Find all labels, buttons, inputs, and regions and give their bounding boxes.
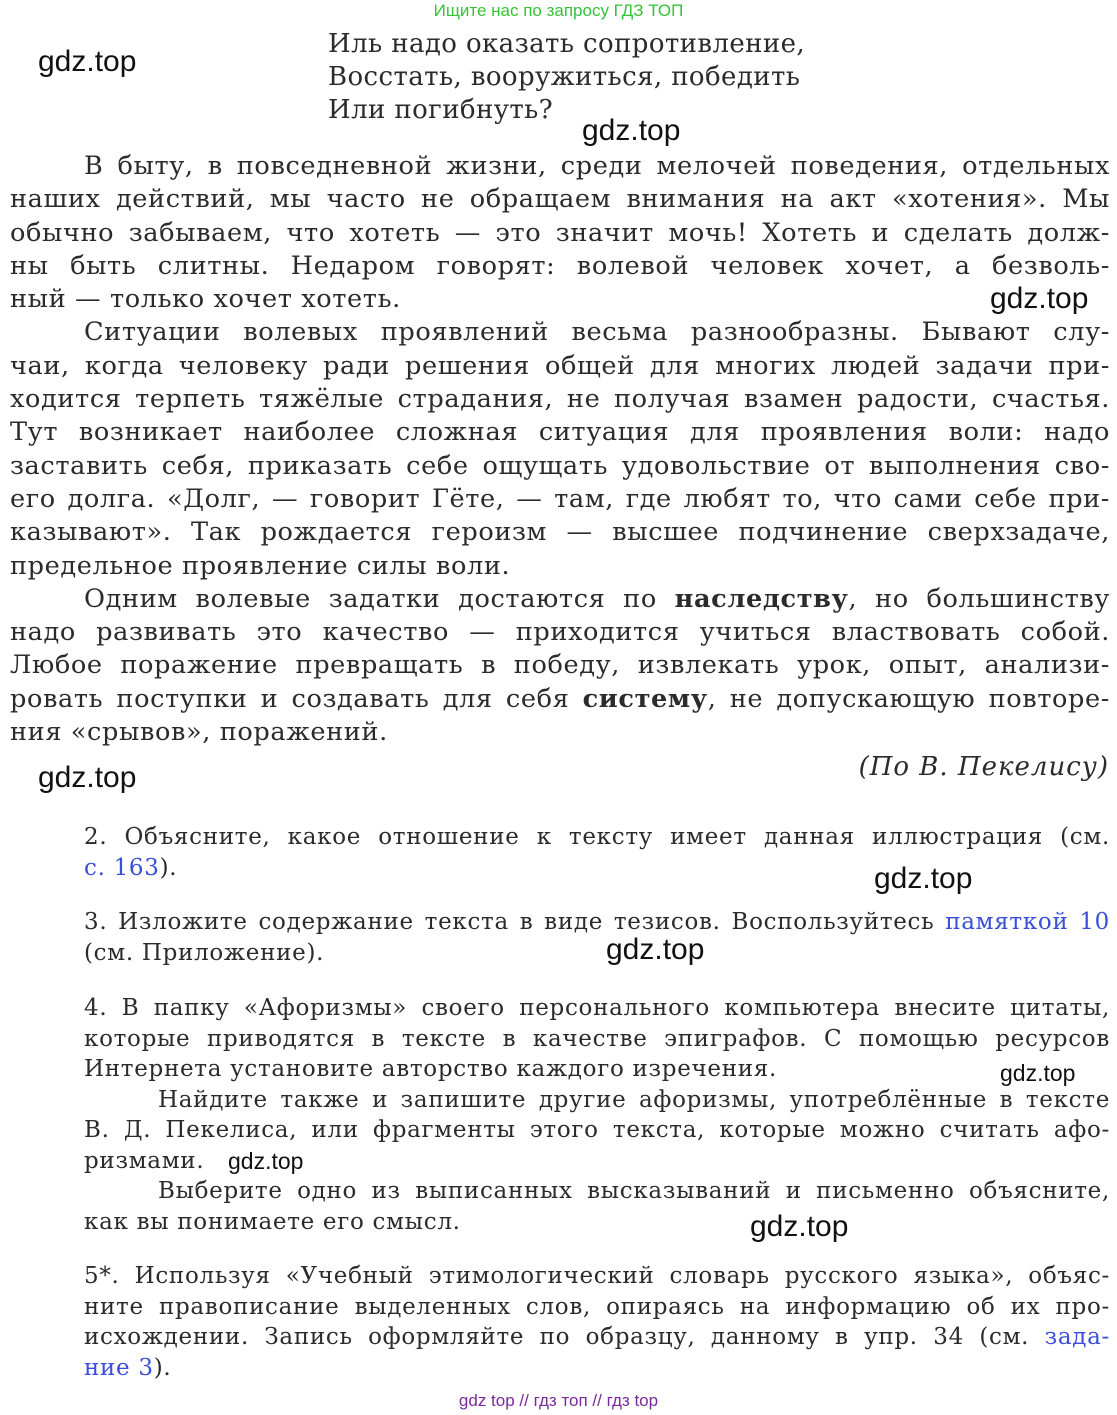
text-line: Любое поражение превращать в победу, извлекать урок, опыт, анализи- [10,650,1110,681]
task-line: как вы понимаете его смысл. [84,1208,461,1235]
task-line: которые приводятся в тексте в качестве эпиграфов. С помощью ресурсов [84,1025,1110,1052]
text-line: Ситуации волевых проявлений весьма разнообразны. Бывают слу- [84,317,1110,348]
watermark: gdz.top [750,1210,849,1243]
text-line: предельное проявление силы воли. [10,550,511,581]
text-line: ния «срывов», поражений. [10,717,388,748]
text-line: обычно забываем, что хотеть — это значит мочь! Хотеть и сделать долж- [10,217,1110,248]
task-line: Выберите одно из выписанных высказываний и письменно объясните, [158,1178,1110,1204]
task-line: ните правописание выделенных слов, опираясь на информацию об их про- [84,1293,1110,1320]
text-line: казывают». Так рождается героизм — высшее подчинение сверхзадаче, [10,517,1110,548]
task-line: ризмами. [84,1147,205,1174]
text-line: его долга. «Долг, — говорит Гёте, — там, где любят то, что сами себе при- [10,483,1110,514]
text-line: В быту, в повседневной жизни, среди мелочей поведения, отдельных [84,151,1110,181]
text-line: чаи, когда человеку ради решения общей для многих людей задачи при- [10,350,1110,381]
text-line: наших действий, мы часто не обращаем внимания на акт «хотения». Мы [10,184,1110,215]
task-line: с. 163). [84,854,178,881]
watermark: gdz.top [606,933,705,966]
poem-line: Иль надо оказать сопротивление, [328,29,806,59]
task-4 [84,993,1110,1237]
main-text [10,150,1110,749]
bold-word: систему [582,683,708,714]
top-banner: Ищите нас по запросу ГДЗ ТОП [433,1,684,20]
task-line: 3. Изложите содержание текста в виде тезисов. Воспользуйтесь памяткой 10 [84,909,1110,935]
text-line: Одним волевые задатки достаются по наследству, но большинству [84,583,1110,614]
bold-word: наследству [674,583,849,614]
poem-line: Или погибнуть? [328,95,554,125]
task-line: 2. Объясните, какое отношение к тексту имеет данная иллюстрация (см. [84,824,1110,850]
watermark: gdz.top [1000,1060,1076,1086]
poem-line: Восстать, вооружиться, победить [328,62,801,92]
task-line: Интернета установите авторство каждого изречения. [84,1056,778,1082]
text-line: заставить себя, приказать себе ощущать удовольствие от выполнения сво- [10,450,1110,481]
task-line: Найдите также и запишите другие афоризмы, употреблённые в тексте [158,1086,1110,1113]
text-line: ны быть слитны. Недаром говорят: волевой человек хочет, а безволь- [10,250,1110,281]
task-line: 4. В папку «Афоризмы» своего персонального компьютера внесите цитаты, [84,995,1110,1021]
page-link[interactable]: с. 163 [84,854,160,881]
watermark: gdz.top [228,1148,304,1174]
text-line: Тут возникает наиболее сложная ситуация для проявления воли: надо [10,417,1110,448]
task-line: (см. Приложение). [84,939,325,966]
task-5 [84,1261,1110,1383]
memo-link[interactable]: памяткой 10 [945,909,1110,935]
watermark: gdz.top [990,282,1089,315]
bottom-banner: gdz top // гдз топ // гдз top [458,1391,659,1410]
epigraph-poem [328,28,805,127]
text-line: надо развивать это качество — приходится учиться властвовать собой. [10,617,1110,648]
task-3 [84,907,1110,968]
task-link[interactable]: зада- [1044,1324,1110,1350]
task-line: ние 3). [84,1354,172,1381]
watermark: gdz.top [38,761,137,794]
task-line: исхождении. Запись оформляйте по образцу, данному в упр. 34 (см. зада- [84,1324,1110,1350]
author-attribution: (По В. Пекелису) [858,752,1109,782]
text-line: ный — только хочет хотеть. [10,284,401,315]
task-line: 5*. Используя «Учебный этимологический словарь русского языка», объяс- [84,1263,1110,1289]
watermark: gdz.top [582,114,681,147]
text-line: ходится терпеть тяжёлые страдания, не получая взамен радости, счастья. [10,384,1110,415]
text-line: ровать поступки и создавать для себя систему, не допускающую повторе- [10,683,1110,714]
watermark: gdz.top [874,862,973,895]
task-link[interactable]: ние 3 [84,1354,154,1381]
task-line: В. Д. Пекелиса, или фрагменты этого текста, которые можно считать афо- [84,1117,1110,1143]
watermark: gdz.top [38,45,137,78]
